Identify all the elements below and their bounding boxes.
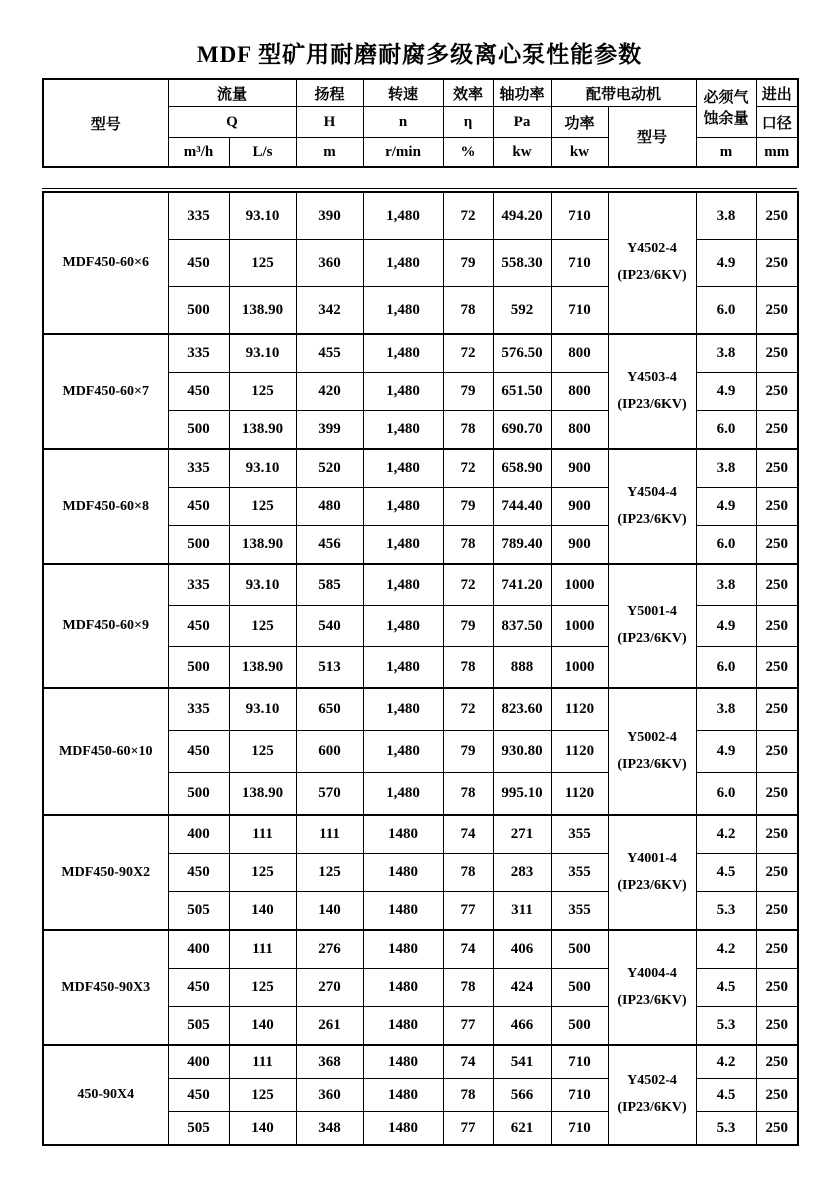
header-motor-model: 型号 — [608, 107, 696, 168]
motor-model-name: Y4503-4 — [627, 369, 677, 385]
cell-flow-ls: 138.90 — [229, 411, 296, 450]
cell-flow-m3h: 500 — [168, 411, 229, 450]
cell-flow-m3h: 400 — [168, 930, 229, 969]
header-npsh-line1: 必须气 — [703, 90, 749, 107]
cell-head: 600 — [296, 731, 363, 773]
cell-motor-power: 710 — [551, 192, 608, 240]
motor-model-spec: (IP23/6KV) — [617, 756, 687, 772]
table-row — [43, 1045, 798, 1079]
table-row — [43, 564, 798, 606]
cell-flow-ls: 125 — [229, 854, 296, 892]
header-motor-power: 功率 — [551, 107, 608, 138]
cell-efficiency: 78 — [443, 854, 493, 892]
cell-motor-model — [608, 1045, 696, 1145]
cell-port: 250 — [756, 373, 798, 411]
header-model: 型号 — [43, 79, 168, 167]
cell-efficiency: 74 — [443, 815, 493, 854]
header-flow-unit-m3h: m³/h — [168, 138, 229, 168]
header-shaft-power-unit: kw — [493, 138, 551, 168]
cell-head: 276 — [296, 930, 363, 969]
header-efficiency: 效率 — [443, 79, 493, 107]
cell-speed: 1,480 — [363, 564, 443, 606]
cell-shaft-power: 592 — [493, 287, 551, 335]
cell-motor-power: 710 — [551, 240, 608, 287]
header-head-symbol: H — [296, 107, 363, 138]
cell-port: 250 — [756, 892, 798, 931]
cell-port: 250 — [756, 969, 798, 1007]
cell-speed: 1480 — [363, 1079, 443, 1112]
cell-efficiency: 72 — [443, 192, 493, 240]
cell-flow-m3h: 450 — [168, 1079, 229, 1112]
cell-speed: 1480 — [363, 854, 443, 892]
cell-motor-power: 500 — [551, 1007, 608, 1046]
page-title: MDF 型矿用耐磨耐腐多级离心泵性能参数 — [196, 42, 643, 67]
cell-flow-ls: 140 — [229, 1007, 296, 1046]
cell-flow-ls: 111 — [229, 815, 296, 854]
cell-motor-power: 355 — [551, 854, 608, 892]
cell-efficiency: 74 — [443, 930, 493, 969]
cell-model: MDF450-60×9 — [43, 564, 168, 688]
cell-flow-m3h: 335 — [168, 192, 229, 240]
cell-flow-ls: 125 — [229, 731, 296, 773]
cell-motor-power: 1120 — [551, 731, 608, 773]
cell-port: 250 — [756, 773, 798, 816]
table-row — [43, 449, 798, 488]
cell-port: 250 — [756, 287, 798, 335]
cell-speed: 1,480 — [363, 526, 443, 565]
cell-shaft-power: 837.50 — [493, 606, 551, 647]
header-motor-power-unit: kw — [551, 138, 608, 168]
cell-motor-power: 900 — [551, 449, 608, 488]
cell-npsh: 6.0 — [696, 647, 756, 689]
cell-head: 261 — [296, 1007, 363, 1046]
data-table — [42, 191, 799, 1146]
cell-npsh: 6.0 — [696, 773, 756, 816]
cell-flow-m3h: 400 — [168, 815, 229, 854]
cell-motor-model — [608, 688, 696, 815]
motor-model-spec: (IP23/6KV) — [617, 992, 687, 1008]
cell-head: 360 — [296, 240, 363, 287]
cell-shaft-power: 823.60 — [493, 688, 551, 731]
cell-flow-m3h: 500 — [168, 773, 229, 816]
cell-efficiency: 79 — [443, 373, 493, 411]
cell-flow-m3h: 335 — [168, 449, 229, 488]
header-speed-symbol: n — [363, 107, 443, 138]
cell-speed: 1,480 — [363, 731, 443, 773]
cell-npsh: 3.8 — [696, 192, 756, 240]
cell-flow-ls: 93.10 — [229, 688, 296, 731]
cell-flow-m3h: 450 — [168, 488, 229, 526]
cell-shaft-power: 311 — [493, 892, 551, 931]
header-flow-symbol: Q — [168, 107, 296, 138]
header-table — [42, 78, 799, 168]
cell-shaft-power: 283 — [493, 854, 551, 892]
cell-speed: 1,480 — [363, 192, 443, 240]
cell-motor-model — [608, 815, 696, 930]
cell-port: 250 — [756, 192, 798, 240]
motor-model-spec: (IP23/6KV) — [617, 1100, 687, 1115]
cell-head: 513 — [296, 647, 363, 689]
cell-motor-power: 900 — [551, 526, 608, 565]
cell-model: MDF450-90X2 — [43, 815, 168, 930]
cell-efficiency: 78 — [443, 287, 493, 335]
cell-npsh: 3.8 — [696, 449, 756, 488]
cell-flow-m3h: 450 — [168, 854, 229, 892]
table-row — [43, 815, 798, 854]
cell-npsh: 5.3 — [696, 892, 756, 931]
cell-port: 250 — [756, 1007, 798, 1046]
cell-flow-m3h: 500 — [168, 287, 229, 335]
cell-flow-ls: 93.10 — [229, 334, 296, 373]
cell-npsh: 4.2 — [696, 815, 756, 854]
cell-shaft-power: 658.90 — [493, 449, 551, 488]
cell-shaft-power: 651.50 — [493, 373, 551, 411]
document-page — [0, 36, 826, 1201]
cell-efficiency: 72 — [443, 334, 493, 373]
cell-motor-power: 500 — [551, 930, 608, 969]
header-head-unit: m — [296, 138, 363, 168]
cell-port: 250 — [756, 449, 798, 488]
cell-speed: 1,480 — [363, 240, 443, 287]
cell-port: 250 — [756, 1045, 798, 1079]
header-port-unit: mm — [756, 138, 798, 168]
motor-model-spec: (IP23/6KV) — [617, 877, 687, 893]
cell-efficiency: 78 — [443, 647, 493, 689]
table-row — [43, 192, 798, 240]
cell-motor-power: 1120 — [551, 773, 608, 816]
motor-model-name: Y4004-4 — [627, 965, 677, 981]
cell-npsh: 4.9 — [696, 606, 756, 647]
cell-motor-power: 1120 — [551, 688, 608, 731]
cell-head: 456 — [296, 526, 363, 565]
header-flow-unit-ls: L/s — [229, 138, 296, 168]
cell-speed: 1,480 — [363, 411, 443, 450]
cell-efficiency: 77 — [443, 1007, 493, 1046]
page-content — [42, 36, 797, 1146]
cell-head: 570 — [296, 773, 363, 816]
cell-npsh: 4.2 — [696, 1045, 756, 1079]
cell-head: 420 — [296, 373, 363, 411]
cell-speed: 1,480 — [363, 488, 443, 526]
cell-flow-m3h: 505 — [168, 1112, 229, 1146]
cell-npsh: 6.0 — [696, 287, 756, 335]
cell-head: 520 — [296, 449, 363, 488]
cell-model: MDF450-60×10 — [43, 688, 168, 815]
table-row — [43, 334, 798, 373]
cell-shaft-power: 541 — [493, 1045, 551, 1079]
cell-npsh: 5.3 — [696, 1007, 756, 1046]
cell-motor-model — [608, 334, 696, 449]
cell-speed: 1,480 — [363, 449, 443, 488]
cell-npsh: 4.5 — [696, 854, 756, 892]
cell-npsh: 4.2 — [696, 930, 756, 969]
cell-efficiency: 78 — [443, 526, 493, 565]
cell-flow-ls: 125 — [229, 373, 296, 411]
cell-flow-ls: 125 — [229, 606, 296, 647]
motor-model-name: Y5001-4 — [627, 604, 677, 620]
cell-speed: 1480 — [363, 1007, 443, 1046]
cell-flow-ls: 125 — [229, 488, 296, 526]
cell-flow-ls: 111 — [229, 1045, 296, 1079]
cell-efficiency: 72 — [443, 688, 493, 731]
cell-npsh: 4.5 — [696, 969, 756, 1007]
cell-flow-m3h: 500 — [168, 647, 229, 689]
cell-motor-power: 1000 — [551, 647, 608, 689]
cell-flow-ls: 138.90 — [229, 287, 296, 335]
cell-flow-m3h: 505 — [168, 892, 229, 931]
cell-npsh: 4.9 — [696, 731, 756, 773]
cell-flow-ls: 125 — [229, 1079, 296, 1112]
cell-flow-ls: 111 — [229, 930, 296, 969]
header-efficiency-unit: % — [443, 138, 493, 168]
cell-motor-power: 800 — [551, 373, 608, 411]
cell-shaft-power: 744.40 — [493, 488, 551, 526]
header-speed: 转速 — [363, 79, 443, 107]
cell-shaft-power: 741.20 — [493, 564, 551, 606]
cell-head: 270 — [296, 969, 363, 1007]
cell-npsh: 3.8 — [696, 564, 756, 606]
table-top-rule — [42, 188, 797, 189]
cell-shaft-power: 888 — [493, 647, 551, 689]
cell-head: 399 — [296, 411, 363, 450]
cell-motor-power: 1000 — [551, 606, 608, 647]
cell-head: 140 — [296, 892, 363, 931]
header-efficiency-symbol: η — [443, 107, 493, 138]
header-shaft-power: 轴功率 — [493, 79, 551, 107]
cell-flow-m3h: 400 — [168, 1045, 229, 1079]
cell-head: 342 — [296, 287, 363, 335]
cell-motor-power: 900 — [551, 488, 608, 526]
cell-shaft-power: 789.40 — [493, 526, 551, 565]
cell-shaft-power: 576.50 — [493, 334, 551, 373]
cell-efficiency: 78 — [443, 969, 493, 1007]
motor-model-name: Y4001-4 — [627, 850, 677, 866]
cell-efficiency: 78 — [443, 1079, 493, 1112]
cell-motor-power: 355 — [551, 815, 608, 854]
cell-port: 250 — [756, 930, 798, 969]
cell-npsh: 3.8 — [696, 688, 756, 731]
cell-flow-ls: 93.10 — [229, 192, 296, 240]
cell-motor-power: 710 — [551, 287, 608, 335]
cell-motor-power: 1000 — [551, 564, 608, 606]
cell-speed: 1480 — [363, 892, 443, 931]
motor-model-name: Y4504-4 — [627, 484, 677, 500]
header-motor: 配带电动机 — [551, 79, 696, 107]
cell-efficiency: 79 — [443, 731, 493, 773]
cell-shaft-power: 424 — [493, 969, 551, 1007]
cell-speed: 1480 — [363, 1045, 443, 1079]
cell-flow-m3h: 335 — [168, 334, 229, 373]
cell-motor-power: 800 — [551, 334, 608, 373]
cell-npsh: 3.8 — [696, 334, 756, 373]
cell-flow-m3h: 335 — [168, 564, 229, 606]
cell-npsh: 6.0 — [696, 411, 756, 450]
cell-shaft-power: 558.30 — [493, 240, 551, 287]
cell-flow-m3h: 450 — [168, 606, 229, 647]
cell-head: 125 — [296, 854, 363, 892]
cell-flow-ls: 93.10 — [229, 564, 296, 606]
motor-model-name: Y4502-4 — [627, 241, 677, 257]
cell-motor-model — [608, 449, 696, 564]
header-port-line2: 口径 — [756, 107, 798, 138]
cell-efficiency: 79 — [443, 606, 493, 647]
cell-head: 585 — [296, 564, 363, 606]
motor-model-spec: (IP23/6KV) — [617, 511, 687, 527]
cell-model: MDF450-60×6 — [43, 192, 168, 334]
cell-motor-power: 355 — [551, 892, 608, 931]
table-row — [43, 688, 798, 731]
cell-flow-ls: 125 — [229, 240, 296, 287]
cell-flow-ls: 138.90 — [229, 647, 296, 689]
cell-head: 650 — [296, 688, 363, 731]
motor-model-spec: (IP23/6KV) — [617, 396, 687, 412]
cell-port: 250 — [756, 411, 798, 450]
cell-motor-model — [608, 930, 696, 1045]
cell-flow-m3h: 505 — [168, 1007, 229, 1046]
cell-port: 250 — [756, 647, 798, 689]
cell-head: 360 — [296, 1079, 363, 1112]
cell-motor-power: 710 — [551, 1045, 608, 1079]
cell-flow-m3h: 450 — [168, 969, 229, 1007]
header-speed-unit: r/min — [363, 138, 443, 168]
cell-head: 390 — [296, 192, 363, 240]
cell-npsh: 4.9 — [696, 240, 756, 287]
cell-model: MDF450-90X3 — [43, 930, 168, 1045]
cell-flow-m3h: 335 — [168, 688, 229, 731]
cell-efficiency: 78 — [443, 411, 493, 450]
cell-flow-ls: 125 — [229, 969, 296, 1007]
cell-motor-power: 800 — [551, 411, 608, 450]
cell-speed: 1480 — [363, 930, 443, 969]
cell-shaft-power: 406 — [493, 930, 551, 969]
cell-flow-ls: 140 — [229, 1112, 296, 1146]
cell-shaft-power: 566 — [493, 1079, 551, 1112]
cell-speed: 1,480 — [363, 606, 443, 647]
cell-flow-ls: 140 — [229, 892, 296, 931]
cell-flow-m3h: 450 — [168, 731, 229, 773]
table-row — [43, 930, 798, 969]
cell-speed: 1480 — [363, 969, 443, 1007]
cell-flow-ls: 93.10 — [229, 449, 296, 488]
cell-shaft-power: 690.70 — [493, 411, 551, 450]
cell-head: 111 — [296, 815, 363, 854]
cell-port: 250 — [756, 526, 798, 565]
cell-npsh: 4.9 — [696, 488, 756, 526]
cell-speed: 1,480 — [363, 773, 443, 816]
cell-flow-m3h: 450 — [168, 373, 229, 411]
cell-motor-power: 710 — [551, 1079, 608, 1112]
header-port-line1: 进出 — [756, 79, 798, 107]
motor-model-name: Y5002-4 — [627, 729, 677, 745]
cell-port: 250 — [756, 488, 798, 526]
header-npsh-unit: m — [696, 138, 756, 168]
cell-efficiency: 72 — [443, 564, 493, 606]
cell-speed: 1480 — [363, 1112, 443, 1146]
motor-model-spec: (IP23/6KV) — [617, 268, 687, 283]
cell-npsh: 6.0 — [696, 526, 756, 565]
cell-motor-model — [608, 564, 696, 688]
cell-head: 348 — [296, 1112, 363, 1146]
cell-shaft-power: 466 — [493, 1007, 551, 1046]
cell-efficiency: 79 — [443, 488, 493, 526]
header-flow: 流量 — [168, 79, 296, 107]
cell-motor-power: 710 — [551, 1112, 608, 1146]
cell-efficiency: 77 — [443, 1112, 493, 1146]
cell-efficiency: 78 — [443, 773, 493, 816]
header-shaft-power-symbol: Pa — [493, 107, 551, 138]
cell-speed: 1,480 — [363, 287, 443, 335]
cell-speed: 1,480 — [363, 688, 443, 731]
cell-shaft-power: 621 — [493, 1112, 551, 1146]
cell-port: 250 — [756, 688, 798, 731]
cell-efficiency: 74 — [443, 1045, 493, 1079]
cell-npsh: 4.9 — [696, 373, 756, 411]
cell-npsh: 5.3 — [696, 1112, 756, 1146]
cell-port: 250 — [756, 815, 798, 854]
cell-head: 368 — [296, 1045, 363, 1079]
cell-motor-power: 500 — [551, 969, 608, 1007]
cell-port: 250 — [756, 1079, 798, 1112]
cell-port: 250 — [756, 334, 798, 373]
cell-shaft-power: 271 — [493, 815, 551, 854]
cell-flow-ls: 138.90 — [229, 773, 296, 816]
cell-motor-model — [608, 192, 696, 334]
cell-efficiency: 79 — [443, 240, 493, 287]
cell-efficiency: 77 — [443, 892, 493, 931]
cell-shaft-power: 995.10 — [493, 773, 551, 816]
cell-speed: 1,480 — [363, 647, 443, 689]
cell-port: 250 — [756, 240, 798, 287]
motor-model-spec: (IP23/6KV) — [617, 631, 687, 646]
cell-flow-m3h: 500 — [168, 526, 229, 565]
cell-port: 250 — [756, 731, 798, 773]
cell-port: 250 — [756, 606, 798, 647]
cell-head: 540 — [296, 606, 363, 647]
cell-port: 250 — [756, 1112, 798, 1146]
cell-model: 450-90X4 — [43, 1045, 168, 1145]
cell-npsh: 4.5 — [696, 1079, 756, 1112]
header-head: 扬程 — [296, 79, 363, 107]
cell-speed: 1,480 — [363, 373, 443, 411]
header-npsh — [696, 79, 756, 138]
cell-head: 455 — [296, 334, 363, 373]
cell-shaft-power: 930.80 — [493, 731, 551, 773]
header-npsh-line2: 蚀余量 — [703, 110, 749, 127]
cell-head: 480 — [296, 488, 363, 526]
cell-speed: 1480 — [363, 815, 443, 854]
cell-efficiency: 72 — [443, 449, 493, 488]
cell-model: MDF450-60×8 — [43, 449, 168, 564]
motor-model-name: Y4502-4 — [627, 1073, 677, 1089]
cell-port: 250 — [756, 564, 798, 606]
cell-flow-ls: 138.90 — [229, 526, 296, 565]
cell-speed: 1,480 — [363, 334, 443, 373]
cell-model: MDF450-60×7 — [43, 334, 168, 449]
cell-shaft-power: 494.20 — [493, 192, 551, 240]
cell-flow-m3h: 450 — [168, 240, 229, 287]
cell-port: 250 — [756, 854, 798, 892]
